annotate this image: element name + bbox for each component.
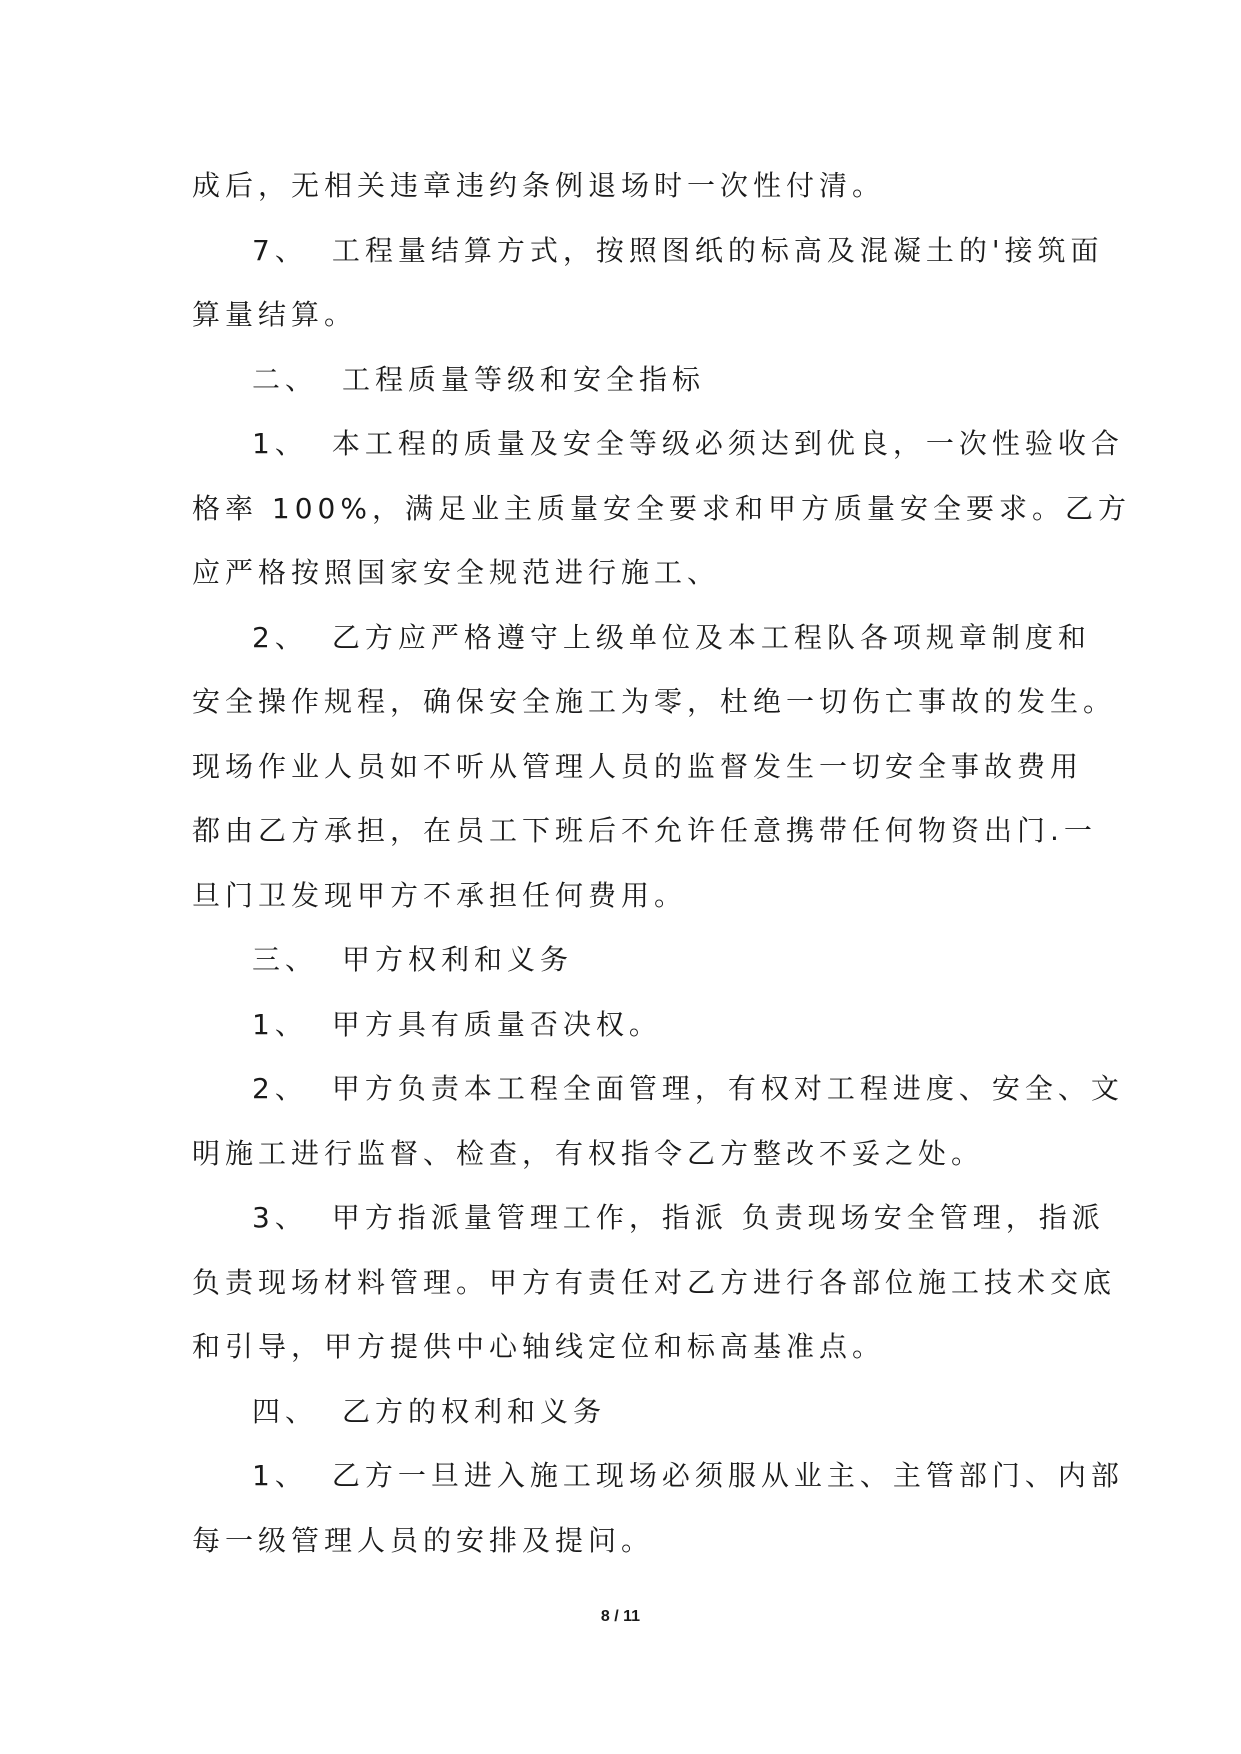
- section-title: 乙方的权利和义务: [342, 1394, 607, 1428]
- text-line: [192, 799, 1097, 864]
- text-line: [192, 283, 1057, 348]
- line-text: 明施工进行监督、检查，有权指令乙方整改不妥之处。: [192, 1136, 985, 1170]
- section-number: 二、: [252, 362, 319, 396]
- list-item: [192, 606, 1091, 671]
- text-line: [192, 1315, 1057, 1380]
- text-line: [192, 1122, 1057, 1187]
- line-text: 每一级管理人员的安排及提问。: [192, 1523, 655, 1557]
- section-heading: [192, 1380, 1057, 1445]
- line-text: 安全操作规程，确保安全施工为零，杜绝一切伤亡事故的发生。: [192, 685, 1117, 718]
- list-number: 1、: [252, 1459, 308, 1492]
- line-text: 都由乙方承担，在员工下班后不允许任意携带任何物资出门.一: [192, 814, 1097, 847]
- list-item: [192, 412, 1124, 477]
- text-line: [192, 864, 1057, 929]
- text-line: [192, 670, 1117, 735]
- text-line: [192, 477, 1131, 542]
- text-line: [192, 1251, 1117, 1316]
- text-line: [192, 541, 1057, 606]
- text-line: [192, 1509, 1057, 1574]
- section-number: 四、: [252, 1394, 319, 1428]
- line-text: 成后，无相关违章违约条例退场时一次性付清。: [192, 169, 886, 202]
- line-text: 甲方指派量管理工作，指派 负责现场安全管理，指派: [331, 1201, 1105, 1234]
- section-heading: [192, 928, 1057, 993]
- list-number: 7、: [252, 233, 308, 267]
- section-title: 工程质量等级和安全指标: [342, 362, 706, 396]
- list-item: [192, 1186, 1105, 1251]
- line-text: 应严格按照国家安全规范进行施工、: [192, 556, 721, 589]
- list-item: [192, 219, 1104, 284]
- line-text: 负责现场材料管理。甲方有责任对乙方进行各部位施工技术交底: [192, 1265, 1117, 1299]
- line-text: 格率 100%，满足业主质量安全要求和甲方质量安全要求。乙方: [192, 491, 1131, 525]
- document-body: [192, 154, 1131, 1573]
- line-text: 和引导，甲方提供中心轴线定位和标高基准点。: [192, 1330, 886, 1363]
- line-text: 乙方一旦进入施工现场必须服从业主、主管部门、内部: [331, 1459, 1124, 1492]
- list-number: 1、: [252, 427, 308, 460]
- list-number: 1、: [252, 1007, 308, 1041]
- line-text: 旦门卫发现甲方不承担任何费用。: [192, 878, 688, 912]
- section-heading: [192, 348, 1057, 413]
- line-text: 甲方负责本工程全面管理，有权对工程进度、安全、文: [331, 1072, 1124, 1105]
- list-item: [192, 1444, 1124, 1509]
- list-number: 3、: [252, 1201, 308, 1234]
- list-number: 2、: [252, 1072, 308, 1105]
- text-line: [192, 735, 1084, 800]
- list-number: 2、: [252, 620, 308, 654]
- line-text: 乙方应严格遵守上级单位及本工程队各项规章制度和: [331, 620, 1091, 654]
- line-text: 甲方具有质量否决权。: [331, 1007, 662, 1041]
- line-text: 工程量结算方式，按照图纸的标高及混凝土的'接筑面: [331, 233, 1104, 267]
- line-text: 算量结算。: [192, 298, 358, 331]
- line-text: 本工程的质量及安全等级必须达到优良，一次性验收合: [331, 427, 1124, 460]
- section-number: 三、: [252, 943, 319, 976]
- page-number: 8 / 11: [600, 1608, 641, 1625]
- text-line: [192, 154, 1057, 219]
- section-title: 甲方权利和义务: [342, 943, 574, 976]
- list-item: [192, 993, 1057, 1058]
- line-text: 现场作业人员如不听从管理人员的监督发生一切安全事故费用: [192, 749, 1084, 783]
- list-item: [192, 1057, 1124, 1122]
